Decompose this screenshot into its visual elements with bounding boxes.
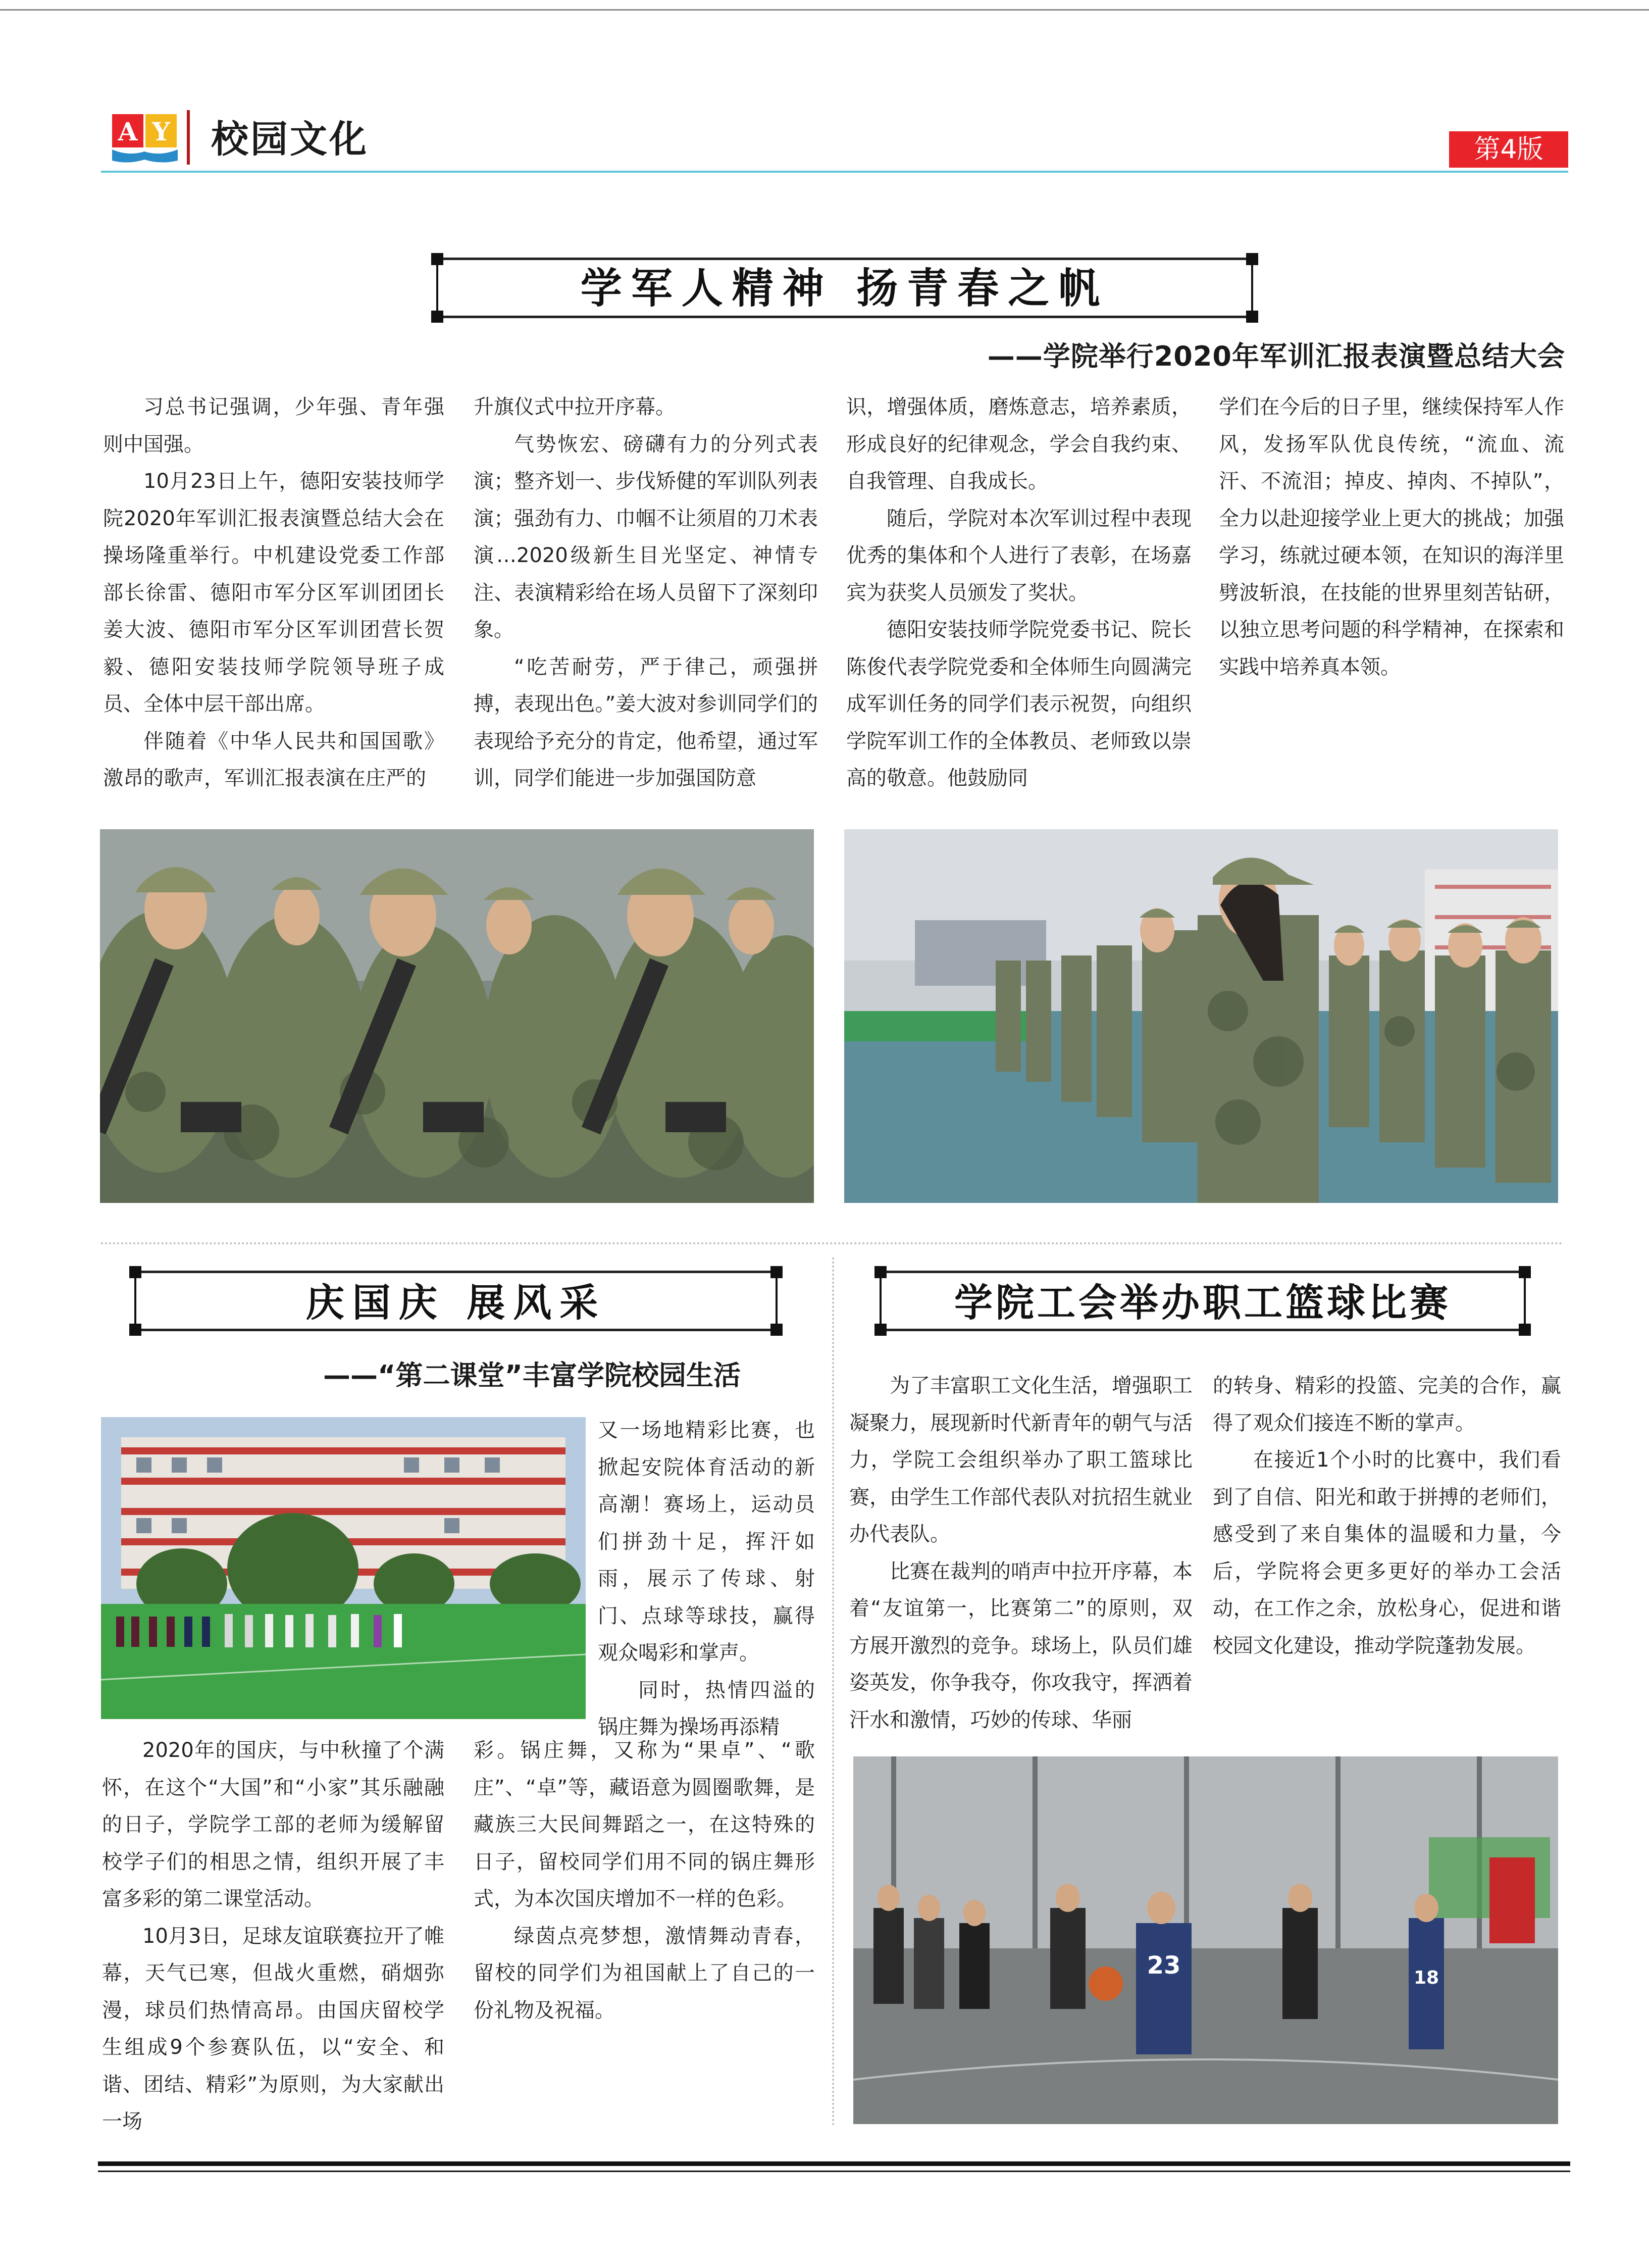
paragraph: 德阳安装技师学院党委书记、院长陈俊代表学院党委和全体师生向圆满完成军训任务的同学们表示祝贺，向组织学院军训工作的全体教员、老师致以崇高的敬意。他鼓励同 xyxy=(846,618,1192,790)
footer-rule-thick xyxy=(98,2161,1570,2166)
military-training-photo-rifles xyxy=(100,829,814,1203)
logo-letter-y: Y xyxy=(152,117,170,146)
military-training-photo-formation xyxy=(844,829,1558,1203)
article1-title: 学军人精神 扬青春之帆 xyxy=(580,265,1109,313)
paragraph: 气势恢宏、磅礴有力的分列式表演；整齐划一、步伐矫健的军训队列表演；强劲有力、巾帼不让须眉的刀术表演…2020级新生目光坚定、神情专注、表演精彩给在场人员留下了深刻印象。 xyxy=(474,432,818,641)
paragraph: 10月3日，足球友谊联赛拉开了帷幕，天气已寒，但战火重燃，硝烟弥漫，球员们热情高昂。由国庆留校学生组成9个参赛队伍，以“安全、和谐、团结、精彩”为原则，为大家献出一场 xyxy=(102,1924,444,2133)
article2-column-left xyxy=(102,1732,444,2141)
article2-title: 庆国庆 展风采 xyxy=(305,1280,606,1325)
footer-rule-thin xyxy=(98,2171,1570,2172)
paragraph: 绿茵点亮梦想，激情舞动青春，留校的同学们为祖国献上了自己的一份礼物及祝福。 xyxy=(474,1924,815,2022)
paragraph: 彩。锅庄舞，又称为“果卓”、“歌庄”、“卓”等，藏语意为圆圈歌舞，是藏族三大民间舞蹈之一，在这特殊的日子，留校同学们用不同的锅庄舞形式，为本次国庆增加不一样的色彩。 xyxy=(474,1739,815,1910)
article2-side-column xyxy=(598,1412,815,1746)
top-rule xyxy=(0,9,1649,11)
column-divider xyxy=(832,1257,834,2126)
article3-column-right xyxy=(1213,1368,1561,1665)
article3-column-left xyxy=(849,1368,1193,1739)
paragraph: 识，增强体质，磨炼意志，培养素质，形成良好的纪律观念，学会自我约束、自我管理、自我成长。 xyxy=(846,395,1192,493)
article1-column-1 xyxy=(103,389,444,797)
paragraph: 学们在今后的日子里，继续保持军人作风，发扬军队优良传统，“流血、流汗、不流泪；掉皮、掉肉、不掉队”，全力以赴迎接学业上更大的挑战；加强学习，练就过硬本领，在知识的海洋里劈波斩浪，在技能的世界里刻苦钻研，以独立思考问题的科学精神，在探索和实践中培养真本领。 xyxy=(1219,395,1564,679)
football-match-photo xyxy=(101,1417,586,1719)
article3-title: 学院工会举办职工篮球比赛 xyxy=(954,1280,1451,1325)
header-rule xyxy=(101,171,1568,173)
jersey-number-18: 18 xyxy=(1413,1968,1439,1988)
article1-subtitle: ——学院举行2020年军训汇报表演暨总结大会 xyxy=(987,340,1565,372)
paragraph: 伴随着《中华人民共和国国歌》激昂的歌声，军训汇报表演在庄严的 xyxy=(103,729,444,790)
article2-subtitle: ——“第二课堂”丰富学院校园生活 xyxy=(323,1359,741,1391)
paragraph: 比赛在裁判的哨声中拉开序幕，本着“友谊第一，比赛第二”的原则，双方展开激烈的竞争。球场上，队员们雄姿英发，你争我夺，你攻我守，挥洒着汗水和激情，巧妙的传球、华丽 xyxy=(849,1559,1193,1732)
jersey-number-23: 23 xyxy=(1147,1951,1181,1980)
paragraph: 10月23日上午，德阳安装技师学院2020年军训汇报表演暨总结大会在操场隆重举行。中机建设党委工作部部长徐雷、德阳市军分区军训团团长姜大波、德阳市军分区军训团营长贺毅、德阳安装技师学院领导班子成员、全体中层干部出席。 xyxy=(103,470,444,716)
article1-column-2 xyxy=(474,389,818,797)
paragraph: 在接近1个小时的比赛中，我们看到了自信、阳光和敢于拼搏的老师们，感受到了来自集体的温暖和力量，今后，学院将会更多更好的举办工会活动，在工作之余，放松身心，促进和谐校园文化建设，推动学院蓬勃发展。 xyxy=(1213,1448,1561,1657)
article1-column-3 xyxy=(846,389,1192,797)
logo-letter-a: A xyxy=(118,117,138,146)
section-separator xyxy=(101,1242,1563,1244)
section-title: 校园文化 xyxy=(211,118,369,161)
paragraph: 又一场地精彩比赛，也掀起安院体育活动的新高潮！赛场上，运动员们拼劲十足，挥汗如雨，展示了传球、射门、点球等球技，赢得观众喝彩和掌声。 xyxy=(598,1419,815,1665)
paragraph: 为了丰富职工文化生活，增强职工凝聚力，展现新时代新青年的朝气与活力，学院工会组织举办了职工篮球比赛，由学生工作部代表队对抗招生就业办代表队。 xyxy=(849,1374,1193,1546)
paragraph: 习总书记强调，少年强、青年强则中国强。 xyxy=(103,395,444,456)
paragraph: 升旗仪式中拉开序幕。 xyxy=(474,395,676,419)
paragraph: “吃苦耐劳，严于律己，顽强拼搏，表现出色。”姜大波对参训同学们的表现给予充分的肯定，他希望，通过军训，同学们能进一步加强国防意 xyxy=(474,655,818,790)
logo-divider xyxy=(187,110,190,165)
article1-column-4 xyxy=(1219,389,1564,686)
newspaper-logo xyxy=(110,112,180,165)
basketball-game-photo xyxy=(853,1756,1558,2124)
article2-title-box xyxy=(136,1271,776,1331)
paragraph: 的转身、精彩的投篮、完美的合作，赢得了观众们接连不断的掌声。 xyxy=(1213,1374,1561,1435)
article1-title-box xyxy=(438,258,1251,318)
paragraph: 随后，学院对本次军训过程中表现优秀的集体和个人进行了表彰，在场嘉宾为获奖人员颁发了奖状。 xyxy=(846,507,1192,604)
article2-column-right xyxy=(474,1732,815,2029)
article3-title-box xyxy=(882,1271,1524,1331)
paragraph: 2020年的国庆，与中秋撞了个满怀，在这个“大国”和“小家”其乐融融的日子，学院学工部的老师为缓解留校学子们的相思之情，组织开展了丰富多彩的第二课堂活动。 xyxy=(102,1739,444,1910)
edition-badge: 第4版 xyxy=(1449,131,1568,168)
paragraph: 同时，热情四溢的锅庄舞为操场再添精 xyxy=(598,1678,815,1739)
